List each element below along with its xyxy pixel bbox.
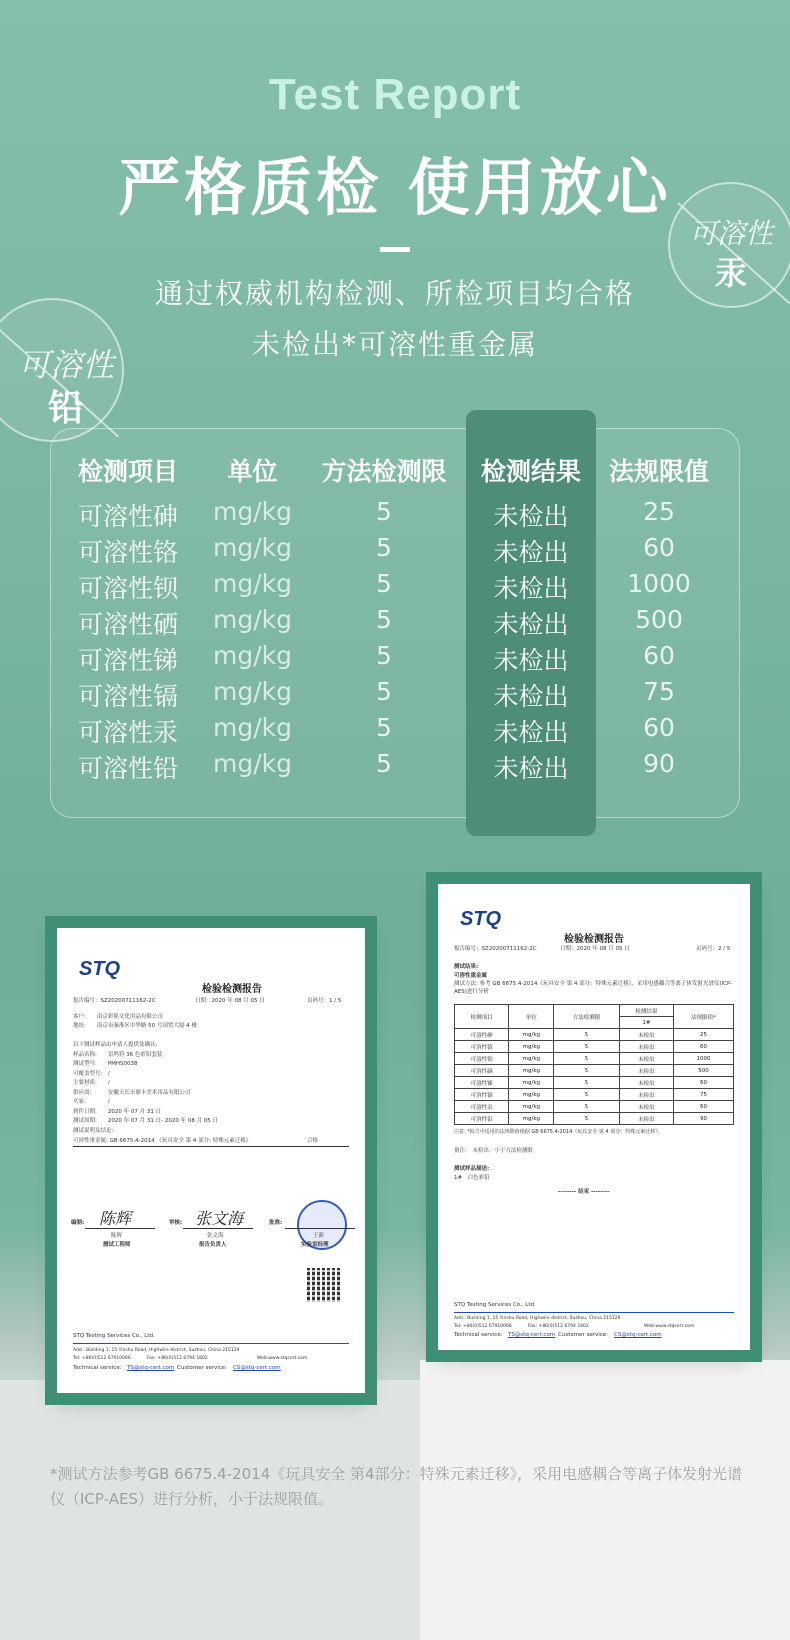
row-regulation: 1000	[627, 569, 691, 598]
doc-sample-line: 供应商: 安徽天长市鼎丰美术用品有限公司	[73, 1089, 191, 1096]
row-item: 可溶性镉	[78, 682, 179, 711]
doc-table-cell: 5	[554, 1041, 619, 1053]
doc-table-row	[455, 1101, 734, 1113]
row-result: 未检出	[493, 718, 569, 747]
row-unit: mg/kg	[213, 641, 292, 670]
doc-th-limit: 方法检测限	[554, 1005, 619, 1029]
doc-table-cell: 未检出	[619, 1113, 673, 1125]
doc-th-result: 检测结果	[619, 1005, 673, 1017]
row-regulation: 500	[635, 605, 683, 634]
row-unit: mg/kg	[213, 677, 292, 706]
doc-tech-mail: TS@stq-cert.com	[508, 1332, 556, 1338]
doc-table-cell: 60	[674, 1041, 734, 1053]
doc-table-cell: 500	[674, 1065, 734, 1077]
row-item: 可溶性汞	[78, 718, 179, 747]
doc-table-cell: 5	[554, 1113, 619, 1125]
doc-table-cell: 90	[674, 1113, 734, 1125]
row-result: 未检出	[493, 538, 569, 567]
row-method-limit: 5	[376, 677, 392, 706]
doc-report-no: 报告编号：SZ20200711162-2C	[454, 946, 537, 952]
row-unit: mg/kg	[213, 533, 292, 562]
title-divider	[380, 247, 410, 252]
sign-line-3	[285, 1228, 355, 1229]
row-result: 未检出	[493, 610, 569, 639]
doc-web: Web:www.stqcert.com	[644, 1324, 695, 1329]
doc-table-cell: 未检出	[619, 1041, 673, 1053]
doc-table-cell: mg/kg	[509, 1089, 554, 1101]
row-result: 未检出	[493, 646, 569, 675]
row-item: 可溶性铅	[78, 754, 179, 783]
bubble-lead-line2: 铅	[47, 388, 84, 429]
doc-sample-line: 测试说明及结论:	[73, 1127, 114, 1134]
signature-prepared: 陈辉	[99, 1209, 132, 1228]
signature-reviewed: 张文海	[195, 1209, 244, 1228]
row-regulation: 60	[643, 533, 675, 562]
doc-table-row	[455, 1029, 734, 1041]
qr-code	[307, 1268, 341, 1302]
row-regulation: 75	[643, 677, 675, 706]
doc-table-row	[455, 1077, 734, 1089]
row-item: 可溶性硒	[78, 610, 179, 639]
sign-name-reviewed: 张文海	[207, 1233, 224, 1239]
doc-table-row	[455, 1041, 734, 1053]
doc-table-cell: 未检出	[619, 1089, 673, 1101]
doc-method: 测试方法: 参考 GB 6675.4-2014《玩具安全 第 4 部分：特殊元素迁移》，采用电感耦合等离子体发射光谱仪(ICP-AES)进行分析	[454, 981, 733, 995]
doc-tech-label: Technical service:	[454, 1332, 503, 1338]
doc-table-cell: mg/kg	[509, 1041, 554, 1053]
doc-tel: Tel: +86(0)512 67910066	[454, 1324, 512, 1329]
doc-address: 地址: 南京市秦淮区中华路 50 号国贸大厦 4 楼	[73, 1023, 197, 1029]
doc-result-sub: 可溶性重金属	[454, 973, 488, 979]
doc-date: 日期：2020 年 08 月 05 日	[195, 998, 265, 1004]
report-document-left	[57, 928, 365, 1393]
doc-table-cell: 未检出	[619, 1077, 673, 1089]
doc-table-row	[455, 1113, 734, 1125]
sign-name-approved: 王新	[313, 1233, 325, 1239]
doc-sample-line: 测试周期: 2020 年 07 月 31 日- 2020 年 08 月 05 日	[73, 1118, 219, 1124]
header-result: 检测结果	[480, 457, 581, 486]
doc-sample-line: 样品名称: 雷鸣特 36 色彩铅套装	[73, 1051, 163, 1058]
doc-end: -------- 结束 --------	[558, 1189, 610, 1195]
header-method-limit: 方法检测限	[321, 457, 447, 486]
doc-table-cell: 60	[674, 1077, 734, 1089]
row-item: 可溶性砷	[78, 502, 179, 531]
doc-table-cell: 5	[554, 1101, 619, 1113]
report-document-right	[438, 884, 750, 1350]
stq-logo: STQ	[79, 958, 121, 980]
stq-logo: STQ	[460, 908, 502, 930]
sign-name-prepared: 陈辉	[111, 1233, 123, 1239]
doc-sample-line: 主要材质: /	[73, 1080, 110, 1086]
doc-table-cell: 可溶性钡	[455, 1053, 509, 1065]
row-item: 可溶性锑	[78, 646, 179, 675]
doc-table-cell: 可溶性锑	[455, 1077, 509, 1089]
doc-company: STQ Testing Services Co., Ltd.	[73, 1333, 155, 1339]
header-regulation: 法规限值	[608, 457, 709, 486]
doc-pass: 合格	[307, 1138, 319, 1144]
row-method-limit: 5	[376, 497, 392, 526]
doc-th-regulation: 法规限值*	[674, 1005, 734, 1029]
doc-title: 检验检测报告	[564, 934, 624, 945]
row-regulation: 60	[643, 641, 675, 670]
doc-footer-rule	[454, 1312, 734, 1313]
doc-table-cell: mg/kg	[509, 1113, 554, 1125]
doc-cust-label: Customer service:	[177, 1365, 228, 1371]
doc-table-cell: 可溶性铬	[455, 1041, 509, 1053]
row-unit: mg/kg	[213, 605, 292, 634]
doc-cust-mail: CS@stq-cert.com	[614, 1332, 662, 1338]
doc-table-cell: 5	[554, 1065, 619, 1077]
doc-table-cell: 60	[674, 1101, 734, 1113]
doc-rule	[73, 1146, 349, 1147]
row-regulation: 25	[643, 497, 675, 526]
row-regulation: 90	[643, 749, 675, 778]
row-unit: mg/kg	[213, 713, 292, 742]
bubble-lead-line1: 可溶性	[17, 346, 114, 384]
bubble-mercury-line2: 汞	[714, 254, 747, 292]
doc-table-cell: 可溶性砷	[455, 1029, 509, 1041]
sign-label-approved: 批准:	[269, 1220, 283, 1226]
doc-web: Web:www.stqcert.com	[257, 1356, 308, 1361]
doc-table-cell: mg/kg	[509, 1077, 554, 1089]
doc-table-cell: 5	[554, 1077, 619, 1089]
doc-report-no: 报告编号：SZ20200711162-2C	[73, 998, 156, 1004]
doc-table-cell: 5	[554, 1053, 619, 1065]
row-result: 未检出	[493, 682, 569, 711]
doc-table-row	[455, 1089, 734, 1101]
bubble-mercury-line1: 可溶性	[688, 217, 773, 250]
doc-date: 日期：2020 年 08 月 05 日	[560, 946, 630, 952]
row-method-limit: 5	[376, 749, 392, 778]
row-method-limit: 5	[376, 605, 392, 634]
doc-table-cell: 未检出	[619, 1101, 673, 1113]
doc-sample-line: 到件日期: 2020 年 07 月 31 日	[73, 1108, 162, 1115]
doc-company: STQ Testing Services Co., Ltd.	[454, 1302, 536, 1308]
sign-line-1	[85, 1228, 155, 1229]
doc-th-unit: 单位	[509, 1005, 554, 1029]
doc-tech-mail: TS@stq-cert.com	[127, 1365, 175, 1371]
doc-table-cell: 可溶性硒	[455, 1065, 509, 1077]
row-method-limit: 5	[376, 641, 392, 670]
doc-cust-label: Customer service:	[558, 1332, 609, 1338]
doc-sample: 1# 白色彩铅	[454, 1175, 490, 1181]
doc-address-en: Add.: Building 1, 15 Yinshu Road, Highwire district, Suzhou, China 215129	[454, 1316, 621, 1321]
doc-table-cell: 5	[554, 1029, 619, 1041]
doc-sample-title: 测试样品描述:	[454, 1166, 490, 1172]
row-unit: mg/kg	[213, 569, 292, 598]
row-method-limit: 5	[376, 569, 392, 598]
row-item: 可溶性铬	[78, 538, 179, 567]
row-method-limit: 5	[376, 713, 392, 742]
doc-table-cell: mg/kg	[509, 1053, 554, 1065]
doc-table-cell: 1000	[674, 1053, 734, 1065]
header-item: 检测项目	[78, 457, 179, 486]
row-unit: mg/kg	[213, 749, 292, 778]
doc-table-cell: 未检出	[619, 1029, 673, 1041]
row-result: 未检出	[493, 502, 569, 531]
doc-table-cell: 未检出	[619, 1053, 673, 1065]
doc-sample-line: 以下测试样品由申请人提供及确认:	[73, 1042, 158, 1048]
subtitle-line2: 未检出*可溶性重金属	[251, 328, 538, 361]
footnote: *测试方法参考GB 6675.4-2014《玩具安全 第4部分：特殊元素迁移》，采用电感耦合等离子体发射光谱仪（ICP-AES）进行分析，小于法规限值。	[50, 1465, 743, 1508]
doc-page: 页码号：2 / 5	[696, 946, 731, 952]
header-unit: 单位	[227, 457, 278, 486]
doc-table-cell: 可溶性铅	[455, 1113, 509, 1125]
doc-table-row	[455, 1053, 734, 1065]
doc-table-cell: 可溶性镉	[455, 1089, 509, 1101]
doc-th-sample: 1#	[619, 1017, 673, 1029]
row-item: 可溶性钡	[78, 574, 179, 603]
doc-client: 客户: 南京彩熊文化用品有限公司	[73, 1014, 163, 1020]
bubble-mercury	[668, 182, 790, 308]
sign-role-reviewed: 报告负责人	[199, 1242, 227, 1248]
doc-standard: 可溶性重金属: GB 6675.4-2014 《玩具安全 第 4 部分: 特殊元素迁移》	[73, 1138, 252, 1144]
doc-table-cell: 5	[554, 1089, 619, 1101]
doc-sample-line: 买家: /	[73, 1099, 110, 1105]
doc-fax: Fax: +86(0)512 6794 1802	[528, 1324, 589, 1329]
row-regulation: 60	[643, 713, 675, 742]
title-chinese: 严格质检 使用放心	[118, 151, 672, 224]
doc-fax: Fax: +86(0)512 6794 1802	[147, 1356, 208, 1361]
doc-table-cell: 未检出	[619, 1065, 673, 1077]
doc-note: 注意: *报告中适用的法规限值根据 GB 6675.4-2014《玩具安全 第 4 部分：特殊元素迁移》。	[454, 1129, 663, 1135]
sign-label-reviewed: 审核:	[169, 1220, 183, 1226]
doc-table-cell: mg/kg	[509, 1101, 554, 1113]
doc-th-item: 检测项目	[455, 1005, 509, 1029]
doc-table-row	[455, 1065, 734, 1077]
doc-result-title: 测试结果:	[454, 964, 479, 970]
doc-tech-label: Technical service:	[73, 1365, 122, 1371]
sign-role-prepared: 测试工程师	[103, 1242, 131, 1248]
row-unit: mg/kg	[213, 497, 292, 526]
doc-remark: 备注: 未检出：小于方法检测限	[454, 1148, 533, 1154]
doc-cust-mail: CS@stq-cert.com	[233, 1365, 281, 1371]
row-result: 未检出	[493, 754, 569, 783]
doc-table-cell: 75	[674, 1089, 734, 1101]
doc-address-en: Add.: Building 1, 15 Yinshu Road, Highwire district, Suzhou, China 215129	[73, 1348, 240, 1353]
row-result: 未检出	[493, 574, 569, 603]
doc-table-cell: mg/kg	[509, 1065, 554, 1077]
row-method-limit: 5	[376, 533, 392, 562]
subtitle-line1: 通过权威机构检测、所检项目均合格	[154, 277, 635, 310]
doc-footer-rule	[73, 1343, 349, 1344]
sign-role-approved: 实验室经理	[301, 1242, 329, 1248]
doc-sample-line: 测试型号: PMHS0038	[73, 1061, 138, 1067]
sign-line-2	[183, 1228, 253, 1229]
doc-results-table	[454, 1004, 734, 1125]
doc-sample-line: 可覆盖型号: /	[73, 1070, 110, 1077]
doc-table-cell: 25	[674, 1029, 734, 1041]
title-english: Test Report	[268, 70, 522, 119]
doc-table-cell: mg/kg	[509, 1029, 554, 1041]
doc-title: 检验检测报告	[202, 984, 262, 995]
sign-label-prepared: 编制:	[71, 1220, 85, 1226]
doc-tel: Tel: +86(0)512 67910066	[73, 1356, 131, 1361]
doc-table-cell: 可溶性汞	[455, 1101, 509, 1113]
doc-page: 页码号：1 / 5	[307, 998, 342, 1004]
